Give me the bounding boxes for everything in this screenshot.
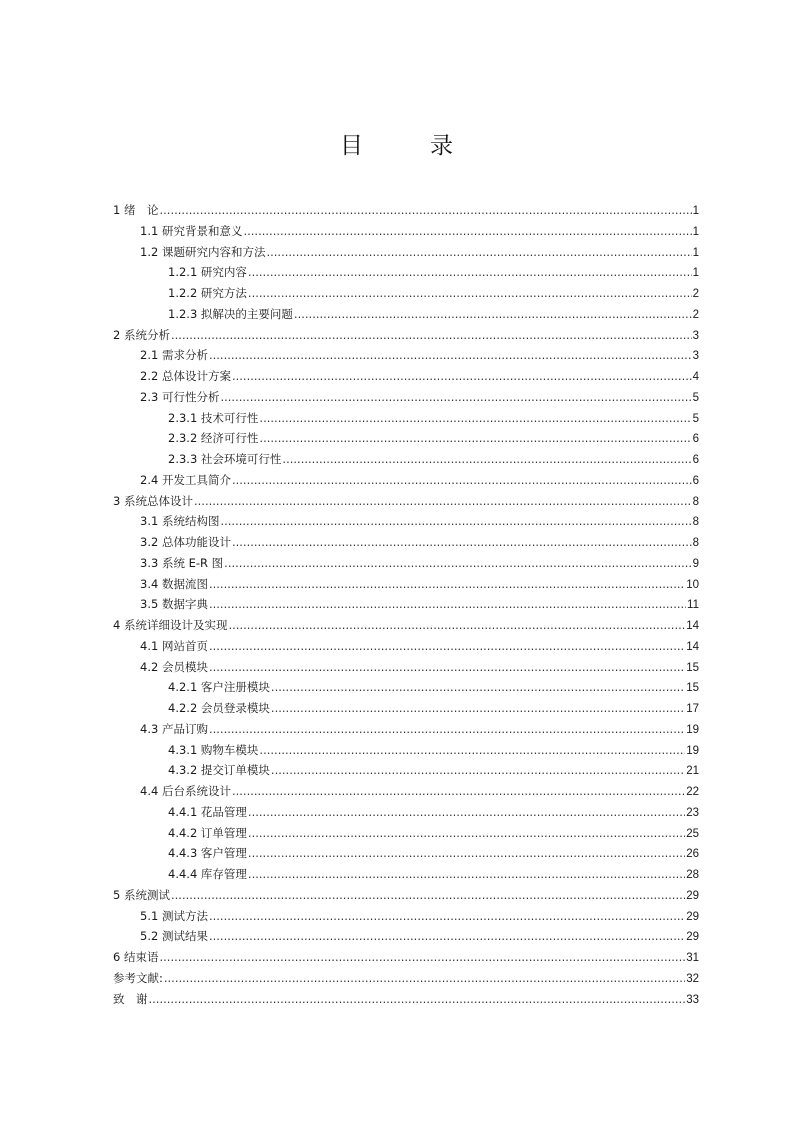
dot-leader	[271, 760, 685, 781]
toc-entry-label: 1.2.3 拟解决的主要问题	[168, 306, 293, 321]
toc-entry[interactable]	[113, 345, 699, 366]
toc-entry-label: 6 结束语	[113, 950, 159, 964]
toc-entry-page-number: 19	[686, 723, 699, 736]
dot-leader	[232, 470, 692, 491]
toc-entry-page-number: 8	[692, 516, 699, 529]
toc-entry[interactable]	[113, 304, 699, 325]
dot-leader	[232, 366, 692, 387]
toc-entry[interactable]	[113, 760, 699, 781]
dot-leader	[232, 532, 692, 553]
toc-entry-label: 4.1 网站首页	[140, 638, 208, 653]
toc-entry-page-number: 25	[686, 827, 699, 840]
toc-entry[interactable]	[113, 449, 699, 470]
dot-leader	[243, 221, 691, 242]
toc-entry[interactable]	[113, 885, 699, 906]
toc-entry[interactable]	[113, 636, 699, 657]
dot-leader	[209, 345, 692, 366]
toc-entry[interactable]	[113, 408, 699, 429]
toc-entry-label: 4.2 会员模块	[140, 659, 208, 674]
toc-entry[interactable]	[113, 594, 699, 615]
toc-entry-page-number: 29	[686, 910, 699, 923]
toc-entry-label: 3.1 系统结构图	[140, 514, 220, 529]
toc-entry-page-number: 6	[692, 433, 699, 446]
toc-title: 目 录	[340, 133, 475, 159]
toc-entry[interactable]	[113, 283, 699, 304]
dot-leader	[271, 698, 685, 719]
toc-entry-label: 2.3.2 经济可行性	[168, 431, 259, 446]
toc-entry-label: 2.3.3 社会环境可行性	[168, 452, 282, 466]
dot-leader	[259, 428, 691, 449]
toc-entry-label: 1.1 研究背景和意义	[140, 223, 243, 238]
toc-entry-label: 1.2.2 研究方法	[168, 286, 247, 300]
toc-entry[interactable]	[113, 366, 699, 387]
toc-entry[interactable]	[113, 698, 699, 719]
toc-entry-page-number: 11	[687, 599, 699, 612]
dot-leader	[224, 553, 691, 574]
toc-entry[interactable]	[113, 511, 699, 532]
dot-leader	[282, 449, 691, 470]
toc-entry-page-number: 32	[686, 972, 699, 985]
toc-entry-label: 4.4.2 订单管理	[168, 825, 247, 840]
dot-leader	[259, 740, 685, 761]
dot-leader	[266, 242, 691, 263]
toc-entry-page-number: 17	[686, 703, 699, 715]
toc-entry-label: 5.1 测试方法	[140, 908, 208, 923]
toc-entry-page-number: 5	[692, 412, 699, 425]
toc-entry[interactable]	[113, 262, 699, 283]
dot-leader	[259, 408, 691, 429]
toc-entry-page-number: 14	[686, 620, 699, 632]
dot-leader	[248, 823, 685, 844]
toc-entry[interactable]	[113, 719, 699, 740]
toc-entry-page-number: 29	[686, 889, 699, 902]
dot-leader	[271, 677, 685, 698]
toc-entry-label: 2 系统分析	[113, 327, 170, 342]
toc-entry-page-number: 5	[692, 391, 699, 404]
toc-entry-page-number: 28	[686, 869, 699, 881]
toc-entry-label: 2.3 可行性分析	[140, 389, 220, 404]
toc-entry-label: 5.2 测试结果	[140, 929, 208, 944]
toc-entry-label: 1.2.1 研究内容	[168, 265, 247, 280]
dot-leader	[149, 989, 686, 1010]
dot-leader	[209, 719, 685, 740]
toc-entry[interactable]	[113, 470, 699, 491]
toc-entry-label: 4 系统详细设计及实现	[113, 618, 228, 632]
toc-entry-page-number: 29	[686, 931, 699, 944]
dot-leader	[209, 574, 685, 595]
dot-leader	[159, 947, 685, 968]
toc-entry[interactable]	[113, 906, 699, 927]
dot-leader	[248, 283, 692, 304]
toc-entry[interactable]	[113, 989, 699, 1010]
toc-entry-page-number: 10	[686, 578, 699, 591]
toc-entry[interactable]	[113, 823, 699, 844]
toc-entry-label: 4.4.1 花品管理	[168, 804, 247, 819]
toc-entry-page-number: 1	[692, 225, 699, 238]
toc-entry-page-number: 15	[686, 682, 699, 695]
toc-entry[interactable]	[113, 677, 699, 698]
toc-entry[interactable]	[113, 864, 699, 885]
toc-entry-label: 1 绪 论	[113, 203, 159, 217]
toc-entry-label: 5 系统测试	[113, 887, 170, 902]
toc-entry-label: 3 系统总体设计	[113, 493, 193, 508]
toc-entry-page-number: 3	[692, 350, 699, 363]
dot-leader	[209, 594, 686, 615]
toc-entry[interactable]	[113, 968, 699, 989]
toc-entry-page-number: 19	[686, 744, 699, 757]
toc-entry-page-number: 21	[686, 765, 699, 778]
toc-entry-label: 4.2.2 会员登录模块	[168, 701, 270, 715]
dot-leader	[294, 304, 692, 325]
toc-entry-label: 2.4 开发工具简介	[140, 472, 231, 487]
toc-entry-label: 4.4.3 客户管理	[168, 846, 247, 861]
toc-entry[interactable]	[113, 574, 699, 595]
toc-entry-page-number: 1	[692, 267, 699, 280]
toc-entry[interactable]	[113, 553, 699, 574]
toc-entry-label: 3.5 数据字典	[140, 597, 208, 612]
toc-entry[interactable]	[113, 802, 699, 823]
dot-leader	[248, 843, 685, 864]
toc-entry-page-number: 6	[692, 454, 699, 466]
dot-leader	[248, 262, 692, 283]
toc-entry-label: 4.4.4 库存管理	[168, 867, 247, 881]
toc-entry-label: 4.3.2 提交订单模块	[168, 763, 270, 778]
toc-entry-label: 参考文献:	[113, 970, 163, 985]
toc-entry[interactable]	[113, 325, 699, 346]
toc-entry-page-number: 26	[686, 848, 699, 861]
toc-entry-page-number: 6	[692, 474, 699, 487]
toc-entry[interactable]	[113, 947, 699, 968]
dot-leader	[220, 387, 691, 408]
dot-leader	[194, 491, 692, 512]
dot-leader	[220, 511, 691, 532]
toc-entry-label: 4.3.1 购物车模块	[168, 742, 259, 757]
toc-entry-page-number: 1	[692, 246, 699, 259]
toc-entry[interactable]	[113, 615, 699, 636]
toc-entry[interactable]	[113, 491, 699, 512]
toc-entry-label: 3.4 数据流图	[140, 576, 208, 591]
dot-leader	[228, 615, 685, 636]
toc-entry-label: 致 谢	[113, 991, 148, 1006]
toc-entry-label: 2.1 需求分析	[140, 348, 208, 363]
dot-leader	[209, 926, 685, 947]
toc-entry-page-number: 8	[692, 495, 699, 508]
toc-entry-page-number: 33	[686, 993, 699, 1006]
toc-entry-page-number: 1	[692, 205, 699, 217]
toc-entry-label: 3.2 总体功能设计	[140, 535, 231, 549]
dot-leader	[159, 200, 691, 221]
toc-entry[interactable]	[113, 428, 699, 449]
dot-leader	[171, 885, 685, 906]
toc-entry-page-number: 4	[692, 371, 699, 383]
toc-entry-label: 4.2.1 客户注册模块	[168, 680, 270, 695]
toc-entry-label: 4.3 产品订购	[140, 721, 208, 736]
toc-entry-label: 3.3 系统 E-R 图	[140, 555, 224, 570]
toc-entry-page-number: 15	[686, 661, 699, 674]
toc-entry-page-number: 14	[686, 640, 699, 653]
toc-entry-label: 2.3.1 技术可行性	[168, 410, 259, 425]
dot-leader	[248, 802, 685, 823]
toc-entry-page-number: 23	[686, 806, 699, 819]
toc-entry[interactable]	[113, 387, 699, 408]
dot-leader	[209, 657, 685, 678]
toc-entry-page-number: 31	[686, 952, 699, 964]
toc-entry[interactable]	[113, 926, 699, 947]
toc-entry[interactable]	[113, 200, 699, 221]
dot-leader	[232, 781, 685, 802]
toc-entry-label: 1.2 课题研究内容和方法	[140, 244, 266, 259]
toc-entry-page-number: 22	[686, 786, 699, 798]
dot-leader	[209, 906, 685, 927]
toc-entry[interactable]	[113, 740, 699, 761]
toc-entry[interactable]	[113, 657, 699, 678]
toc-entry[interactable]	[113, 843, 699, 864]
toc-entry[interactable]	[113, 781, 699, 802]
toc-entry-page-number: 2	[692, 288, 699, 300]
toc-entry-page-number: 3	[692, 329, 699, 342]
dot-leader	[171, 325, 692, 346]
toc-list	[113, 200, 699, 1009]
toc-entry-page-number: 9	[692, 557, 699, 570]
toc-entry-page-number: 2	[692, 308, 699, 321]
toc-entry[interactable]	[113, 532, 699, 553]
toc-entry-label: 2.2 总体设计方案	[140, 369, 231, 383]
dot-leader	[209, 636, 685, 657]
toc-entry[interactable]	[113, 221, 699, 242]
toc-entry-label: 4.4 后台系统设计	[140, 784, 231, 798]
dot-leader	[164, 968, 685, 989]
toc-entry-page-number: 8	[692, 537, 699, 549]
dot-leader	[248, 864, 685, 885]
toc-entry[interactable]	[113, 242, 699, 263]
